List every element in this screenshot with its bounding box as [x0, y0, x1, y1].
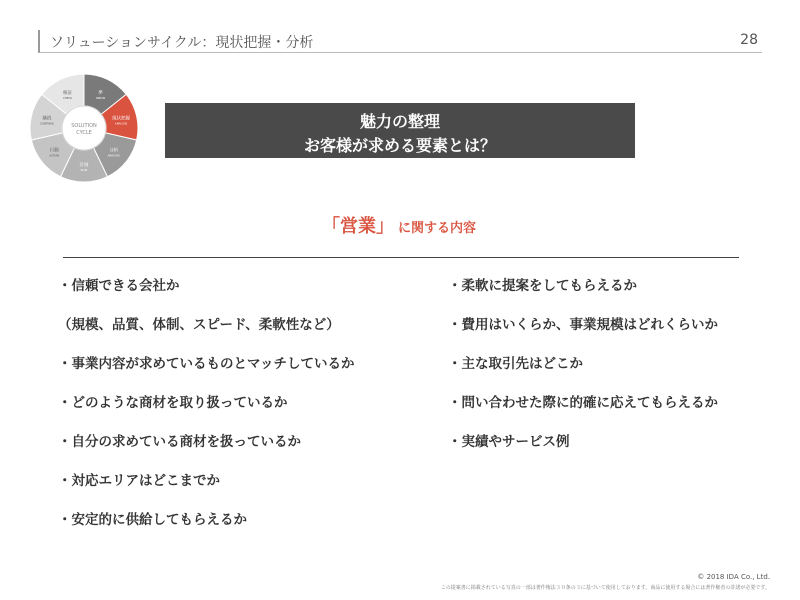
list-item: ・主な取引先はどこか: [448, 356, 583, 372]
section-heading-keyword: 「営業」: [322, 216, 394, 237]
list-item: ・実績やサービス例: [448, 434, 570, 450]
cycle-segment-sublabel: CHECK: [63, 96, 72, 100]
list-item: ・問い合わせた際に的確に応えてもらえるか: [448, 395, 718, 411]
list-item: ・どのような商材を取り扱っているか: [58, 395, 288, 411]
cycle-segment-sublabel: ACTION: [49, 154, 60, 158]
right-item-list: [448, 276, 788, 471]
left-item-list: [58, 276, 438, 549]
cycle-segment-sublabel: ANALYSIS: [107, 154, 120, 158]
cycle-segment-label: 行動: [49, 148, 59, 154]
slide-title: ソリューションサイクル：現状把握・分析: [50, 35, 314, 51]
cycle-center-line1: SOLUTION: [71, 123, 97, 129]
divider-line: [63, 257, 739, 258]
banner-line-1: 魅力の整理: [359, 112, 440, 131]
cycle-segment-label: 検証: [63, 90, 73, 96]
cycle-segment-label: 夢: [98, 90, 103, 96]
cycle-segment-sublabel: CONTINUE: [40, 122, 54, 126]
list-item: ・自分の求めている商材を扱っているか: [58, 434, 301, 450]
copyright: © 2018 IDA Co., Ltd.: [697, 573, 770, 581]
page-number: 28: [740, 32, 758, 48]
list-item: （規模、品質、体制、スピード、柔軟性など）: [58, 317, 340, 333]
copyright-notice: この提案書に掲載されている写真の一部は著作権法３０条の３に基づいて使用しております。商品に使用する場合には著作権者の許諾が必要です。: [440, 585, 770, 591]
list-item: ・費用はいくらか、事業規模はどれくらいか: [448, 317, 718, 333]
list-item: ・安定的に供給してもらえるか: [58, 512, 247, 528]
cycle-segment-sublabel: DREAM: [95, 96, 106, 100]
section-heading: [322, 212, 476, 238]
slide-header: [38, 30, 762, 53]
title-banner: [165, 103, 635, 158]
list-item: ・信頼できる会社か: [58, 278, 180, 294]
cycle-segment-label: 現状把握: [112, 116, 131, 122]
cycle-segment-label: 継続: [42, 116, 52, 122]
cycle-segment-label: 分析: [109, 148, 119, 154]
list-item: ・事業内容が求めているものとマッチしているか: [58, 356, 355, 372]
cycle-segment-sublabel: ANALYSIS: [114, 122, 128, 126]
solution-cycle-diagram: [28, 72, 140, 184]
cycle-segment-sublabel: PLAN: [80, 169, 88, 172]
section-heading-suffix: に関する内容: [398, 221, 477, 236]
list-item: ・柔軟に提案をしてもらえるか: [448, 278, 637, 294]
cycle-segment-label: 計画: [79, 163, 89, 168]
banner-line-2: お客様が求める要素とは？: [303, 136, 496, 155]
cycle-center-line2: CYCLE: [76, 130, 92, 136]
list-item: ・対応エリアはどこまでか: [58, 473, 220, 489]
